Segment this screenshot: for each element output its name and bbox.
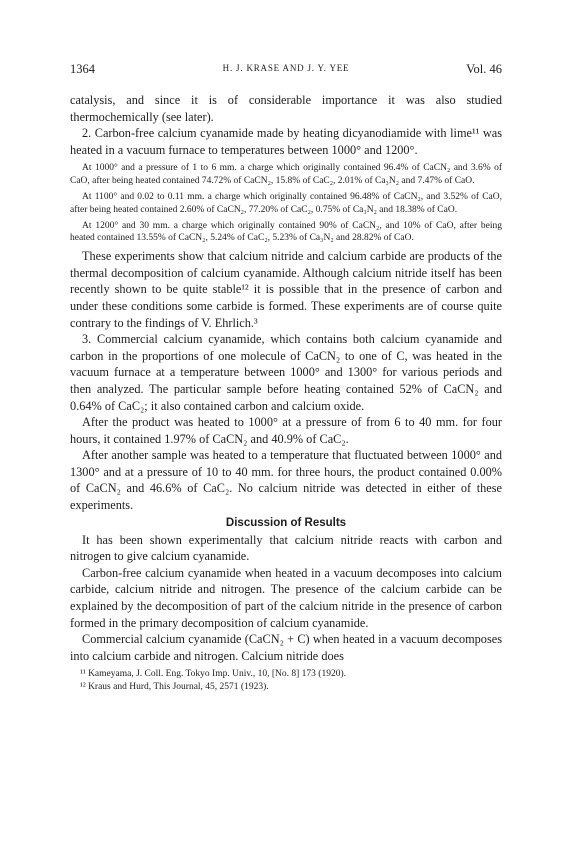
- paragraph: Commercial calcium cyanamide (CaCN₂ + C) when heated in a vacuum decomposes into calcium carbide and nitrogen. Calcium nitride does: [70, 632, 502, 663]
- paragraph: After the product was heated to 1000° at a pressure of from 6 to 40 mm. for four hours, it contained 1.97% of CaCN₂ and 40.9% of CaC₂.: [70, 415, 502, 446]
- article-body: [70, 92, 502, 664]
- paragraph: Carbon-free calcium cyanamide when heated in a vacuum decomposes into calcium carbide, calcium nitride and nitrogen. The presence of the calcium carbide can be explained by the decomposition of part of the calcium nitride in the presence of carbon formed in the primary decomposition of calcium cyanamide.: [70, 565, 502, 630]
- paragraph: These experiments show that calcium nitride and calcium carbide are products of the thermal decomposition of calcium cyanamide. Although calcium nitride itself has been recently shown to be quite stable¹² it is possible that in the presence of carbon and under these conditions some carbide is formed. These experiments are of course quite contrary to the findings of V. Ehrlich.³: [70, 249, 502, 330]
- page-number: 1364: [70, 62, 95, 76]
- experiment-note: At 1200° and 30 mm. a charge which originally contained 90% of CaCN₂, and 10% of CaO, after being heated contained 13.55% of CaCN₂, 5.24% of CaC₂, 5.23% of Ca₃N₂ and 28.82% of CaO.: [70, 220, 502, 244]
- footnote-11: ¹¹ Kameyama, J. Coll. Eng. Tokyo Imp. Univ., 10, [No. 8] 173 (1920).: [80, 669, 346, 680]
- paragraph: catalysis, and since it is of considerable importance it was also studied thermochemically (see later).: [70, 93, 502, 124]
- running-header: [70, 62, 502, 80]
- paragraph: 2. Carbon-free calcium cyanamide made by heating dicyanodiamide with lime¹¹ was heated in a vacuum furnace to temperatures between 1000° and 1200°.: [70, 126, 502, 157]
- paragraph: 3. Commercial calcium cyanamide, which contains both calcium cyanamide and carbon in the proportions of one molecule of CaCN₂ to one of C, was heated in the vacuum furnace at a temperature between 1000° and 1300° for various periods and then analyzed. The particular sample before heating contained 52% of CaCN₂ and 0.64% of CaC₂; it also contained carbon and calcium oxide.: [70, 332, 502, 413]
- paragraph: It has been shown experimentally that calcium nitride reacts with carbon and nitrogen to give calcium cyanamide.: [70, 532, 502, 564]
- volume-label: Vol. 46: [466, 62, 502, 76]
- page: [70, 62, 502, 694]
- experiment-note: At 1000° and a pressure of 1 to 6 mm. a charge which originally contained 96.4% of CaCN₂ and 3.6% of CaO, after being heated contained 74.72% of CaCN₂, 15.8% of CaC₂, 2.01% of Ca₃N₂ and 7.47% of CaO.: [70, 163, 502, 187]
- running-head-authors: H. J. KRASE AND J. Y. YEE: [222, 63, 350, 73]
- experiment-note: At 1100° and 0.02 to 0.11 mm. a charge which originally contained 96.48% of CaCN₂, and 3.52% of CaO, after being heated contained 2.60% of CaCN₂, 77.20% of CaC₂, 0.75% of Ca₃N₂ and 18.38% of CaO.: [70, 191, 502, 215]
- section-title: Discussion of Results: [225, 516, 347, 529]
- footnote-12: ¹² Kraus and Hurd, This Journal, 45, 2571 (1923).: [80, 682, 269, 692]
- paragraph: After another sample was heated to a temperature that fluctuated between 1000° and 1300° and at a pressure of 10 to 40 mm. for three hours, the product contained 0.00% of CaCN₂ and 46.6% of CaC₂. No calcium nitride was detected in either of these experiments.: [70, 448, 502, 513]
- footnotes: [70, 668, 502, 693]
